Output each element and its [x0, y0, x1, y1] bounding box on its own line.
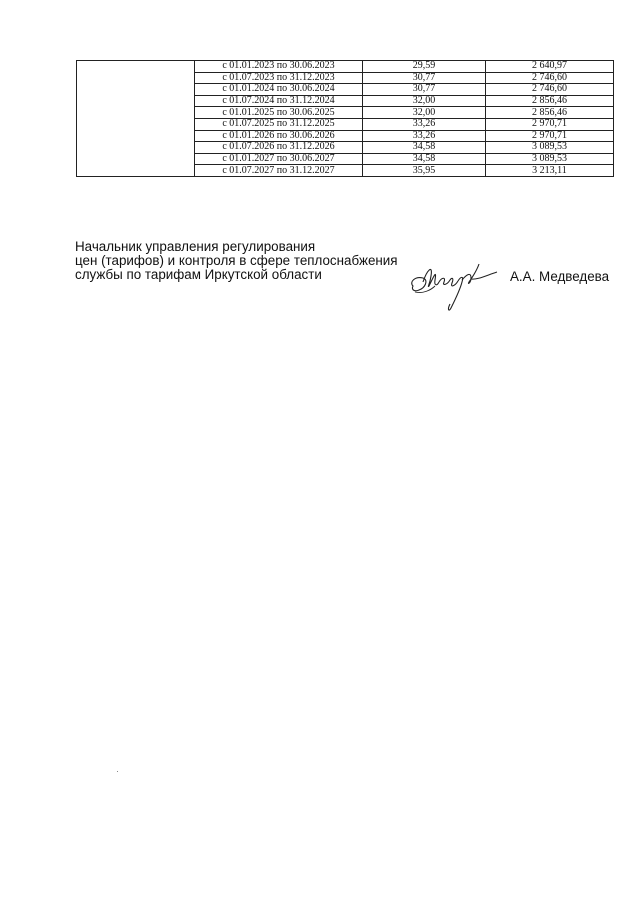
value1-cell: 33,26 [363, 118, 486, 130]
value2-cell: 2 746,60 [486, 72, 614, 84]
value2-cell: 3 089,53 [486, 142, 614, 154]
period-cell: с 01.07.2027 по 31.12.2027 [195, 165, 363, 177]
period-cell: с 01.07.2026 по 31.12.2026 [195, 142, 363, 154]
table-row [77, 61, 614, 73]
period-cell: с 01.07.2024 по 31.12.2024 [195, 95, 363, 107]
value2-cell: 2 970,71 [486, 130, 614, 142]
value1-cell: 30,77 [363, 84, 486, 96]
value1-cell: 34,58 [363, 153, 486, 165]
value1-cell: 29,59 [363, 61, 486, 73]
signatory-position [75, 240, 398, 283]
value1-cell: 32,00 [363, 95, 486, 107]
value2-cell: 2 856,46 [486, 95, 614, 107]
value1-cell: 32,00 [363, 107, 486, 119]
value2-cell: 2 640,97 [486, 61, 614, 73]
value1-cell: 34,58 [363, 142, 486, 154]
signatory-name: А.А. Медведева [510, 269, 610, 284]
signatory-position-line: Начальник управления регулирования [75, 239, 316, 254]
period-cell: с 01.01.2026 по 30.06.2026 [195, 130, 363, 142]
value1-cell: 35,95 [363, 165, 486, 177]
period-cell: с 01.01.2027 по 30.06.2027 [195, 153, 363, 165]
value2-cell: 2 746,60 [486, 84, 614, 96]
period-cell: с 01.01.2023 по 30.06.2023 [195, 61, 363, 73]
tariff-table [76, 60, 614, 177]
value1-cell: 30,77 [363, 72, 486, 84]
signatory-position-line: службы по тарифам Иркутской области [75, 267, 322, 283]
merged-empty-cell [77, 61, 195, 177]
signatory-position-line: цен (тарифов) и контроля в сфере теплоснабжения [75, 253, 398, 269]
value1-cell: 33,26 [363, 130, 486, 142]
value2-cell: 2 970,71 [486, 118, 614, 130]
period-cell: с 01.07.2025 по 31.12.2025 [195, 118, 363, 130]
value2-cell: 3 089,53 [486, 153, 614, 165]
period-cell: с 01.01.2024 по 30.06.2024 [195, 84, 363, 96]
scan-speck [117, 771, 118, 772]
period-cell: с 01.07.2023 по 31.12.2023 [195, 72, 363, 84]
period-cell: с 01.01.2025 по 30.06.2025 [195, 107, 363, 119]
handwritten-signature [405, 252, 503, 314]
value2-cell: 3 213,11 [486, 165, 614, 177]
tariff-table-body [77, 61, 614, 177]
value2-cell: 2 856,46 [486, 107, 614, 119]
